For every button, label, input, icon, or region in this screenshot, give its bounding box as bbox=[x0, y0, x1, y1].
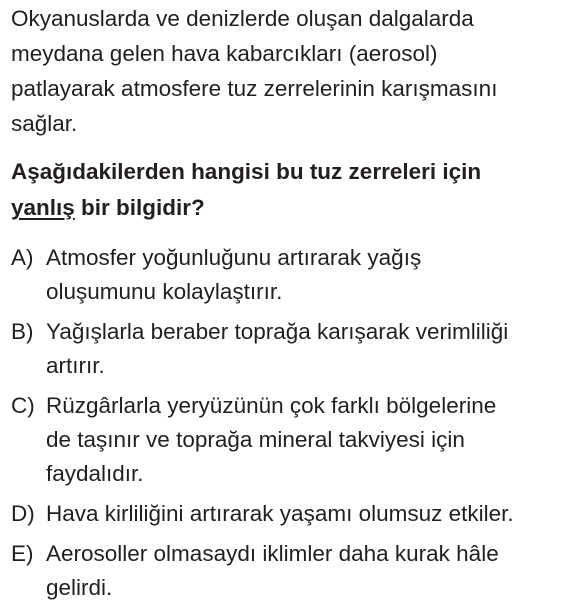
option-text-line: Aerosoller olmasaydı iklimler daha kurak hâle bbox=[46, 541, 499, 566]
option-text-line: Hava kirliliğini artırarak yaşamı olumsuz etkiler. bbox=[46, 501, 514, 526]
underlined-keyword: yanlış bbox=[11, 195, 75, 220]
option-text-line: Atmosfer yoğunluğunu artırarak yağış bbox=[46, 245, 422, 270]
question-line-2 bbox=[11, 190, 563, 226]
option-a[interactable] bbox=[11, 241, 563, 309]
question-line-1: Aşağıdakilerden hangisi bu tuz zerreleri için bbox=[11, 159, 482, 184]
option-text-line: faydalıdır. bbox=[46, 461, 144, 486]
question-stem bbox=[11, 1, 563, 141]
option-letter: E) bbox=[11, 541, 34, 566]
question-line-2-rest: bir bilgidir? bbox=[74, 195, 205, 220]
option-d[interactable] bbox=[11, 497, 563, 531]
option-text-line: Yağışlarla beraber toprağa karışarak verimliliği bbox=[46, 319, 509, 344]
option-letter: B) bbox=[11, 319, 34, 344]
stem-line: sağlar. bbox=[11, 111, 78, 136]
stem-line: Okyanuslarda ve denizlerde oluşan dalgalarda bbox=[11, 6, 474, 31]
option-c[interactable] bbox=[11, 389, 563, 491]
option-letter: A) bbox=[11, 245, 34, 270]
option-b[interactable] bbox=[11, 315, 563, 383]
stem-line: meydana gelen hava kabarcıkları (aerosol) bbox=[11, 41, 438, 66]
question-page bbox=[11, 0, 563, 611]
option-e[interactable] bbox=[11, 537, 563, 605]
stem-line: patlayarak atmosfere tuz zerrelerinin karışmasını bbox=[11, 76, 498, 101]
option-text-line: oluşumunu kolaylaştırır. bbox=[46, 279, 283, 304]
option-text-line: gelirdi. bbox=[46, 575, 113, 600]
answer-options bbox=[11, 241, 563, 605]
question-prompt bbox=[11, 154, 563, 226]
option-letter: C) bbox=[11, 393, 35, 418]
option-text-line: artırır. bbox=[46, 353, 105, 378]
option-text-line: de taşınır ve toprağa mineral takviyesi için bbox=[46, 427, 465, 452]
option-letter: D) bbox=[11, 501, 35, 526]
option-text-line: Rüzgârlarla yeryüzünün çok farklı bölgelerine bbox=[46, 393, 497, 418]
